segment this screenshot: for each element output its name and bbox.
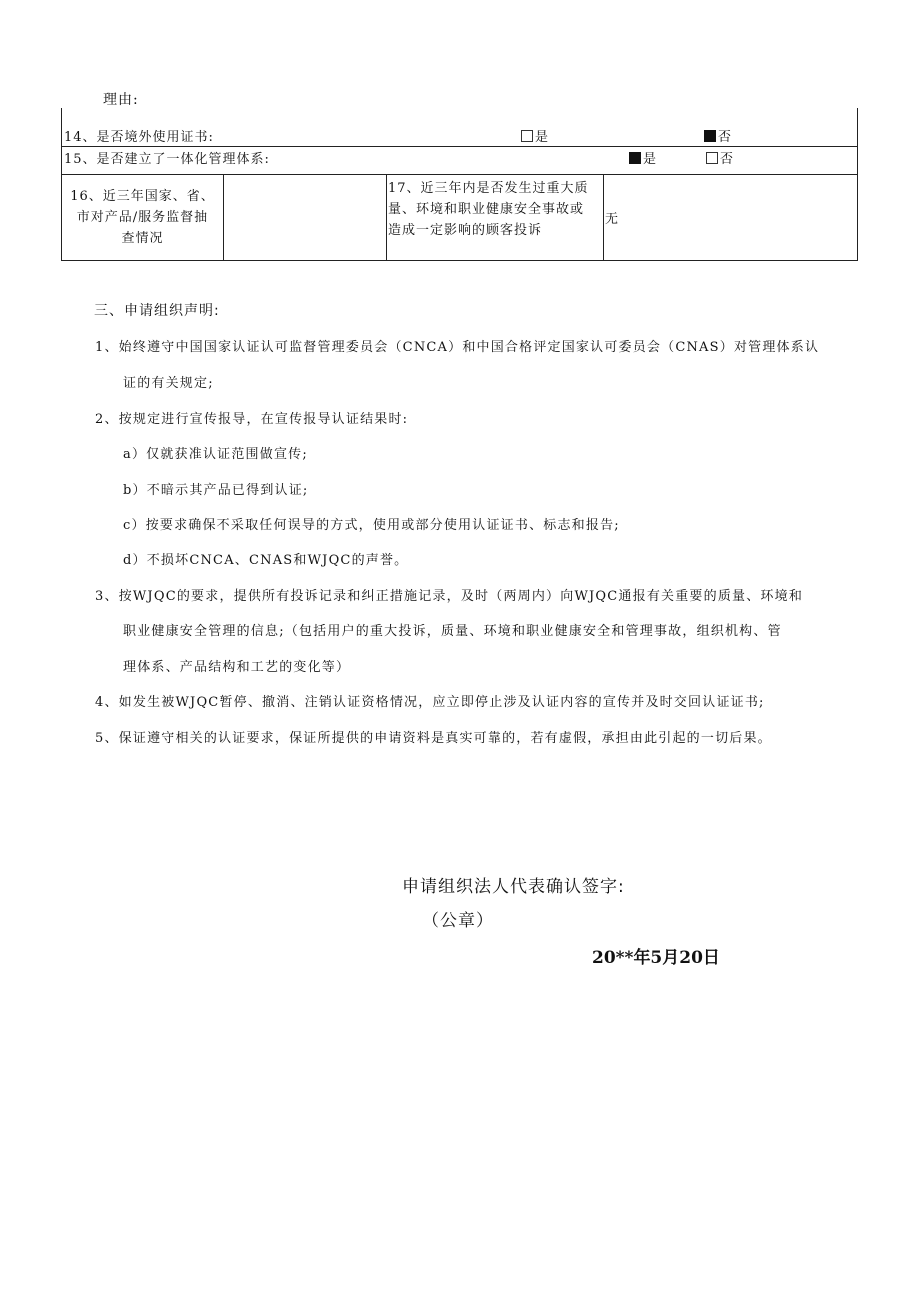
- declaration-line: b）不暗示其产品已得到认证;: [123, 483, 309, 498]
- declaration-line: 3、按WJQC的要求，提供所有投诉记录和纠正措施记录，及时（两周内）向WJQC通报有关重要的质量、环境和: [95, 589, 804, 604]
- signature-date: 20**年5月20日: [592, 948, 720, 968]
- reason-label: 理由:: [103, 92, 139, 108]
- unchecked-box-icon: [706, 152, 718, 164]
- declaration-line: 理体系、产品结构和工艺的变化等）: [123, 660, 351, 675]
- declaration-line: d）不损坏CNCA、CNAS和WJQC的声誉。: [123, 553, 409, 568]
- table-line: [61, 260, 858, 261]
- seal-label: （公章）: [422, 911, 494, 931]
- declaration-line: 1、始终遵守中国国家认证认可监督管理委员会（CNCA）和中国合格评定国家认可委员会（CNAS）对管理体系认: [95, 340, 820, 355]
- declaration-line: 4、如发生被WJQC暂停、撤消、注销认证资格情况，应立即停止涉及认证内容的宣传并及时交回认证证书;: [95, 695, 765, 710]
- declaration-line: 2、按规定进行宣传报导，在宣传报导认证结果时:: [95, 412, 409, 427]
- row17-label: 17、近三年内是否发生过重大质 量、环境和职业健康安全事故或 造成一定影响的顾客投诉: [388, 181, 589, 238]
- table-border-right: [857, 108, 858, 261]
- table-line: [386, 174, 387, 260]
- table-line: [603, 174, 604, 260]
- table-line: [61, 174, 858, 175]
- declaration-line: 职业健康安全管理的信息;（包括用户的重大投诉，质量、环境和职业健康安全和管理事故，组织机构、管: [123, 624, 782, 639]
- row16-label: 16、近三年国家、省、 市对产品/服务监督抽 查情况: [70, 189, 215, 246]
- row14-option-no[interactable]: 否: [704, 127, 732, 148]
- declaration-line: 证的有关规定;: [123, 376, 214, 391]
- declaration-title: 三、申请组织声明:: [94, 303, 220, 319]
- row17-value[interactable]: 无: [605, 212, 620, 227]
- declaration-line: c）按要求确保不采取任何误导的方式，使用或部分使用认证证书、标志和报告;: [123, 518, 620, 533]
- declaration-line: 5、保证遵守相关的认证要求，保证所提供的申请资料是真实可靠的，若有虚假，承担由此引起的一切后果。: [95, 731, 772, 746]
- checked-box-icon: [629, 152, 641, 164]
- checked-box-icon: [704, 130, 716, 142]
- row15-label: 15、是否建立了一体化管理体系:: [64, 152, 270, 167]
- row14-option-yes[interactable]: 是: [521, 127, 549, 148]
- row14-label: 14、是否境外使用证书:: [64, 130, 214, 145]
- row15-option-yes[interactable]: 是: [629, 149, 657, 170]
- table-line: [223, 174, 224, 260]
- unchecked-box-icon: [521, 130, 533, 142]
- signature-label: 申请组织法人代表确认签字:: [402, 877, 625, 897]
- declaration-line: a）仅就获准认证范围做宣传;: [123, 447, 308, 462]
- row15-option-no[interactable]: 否: [706, 149, 734, 170]
